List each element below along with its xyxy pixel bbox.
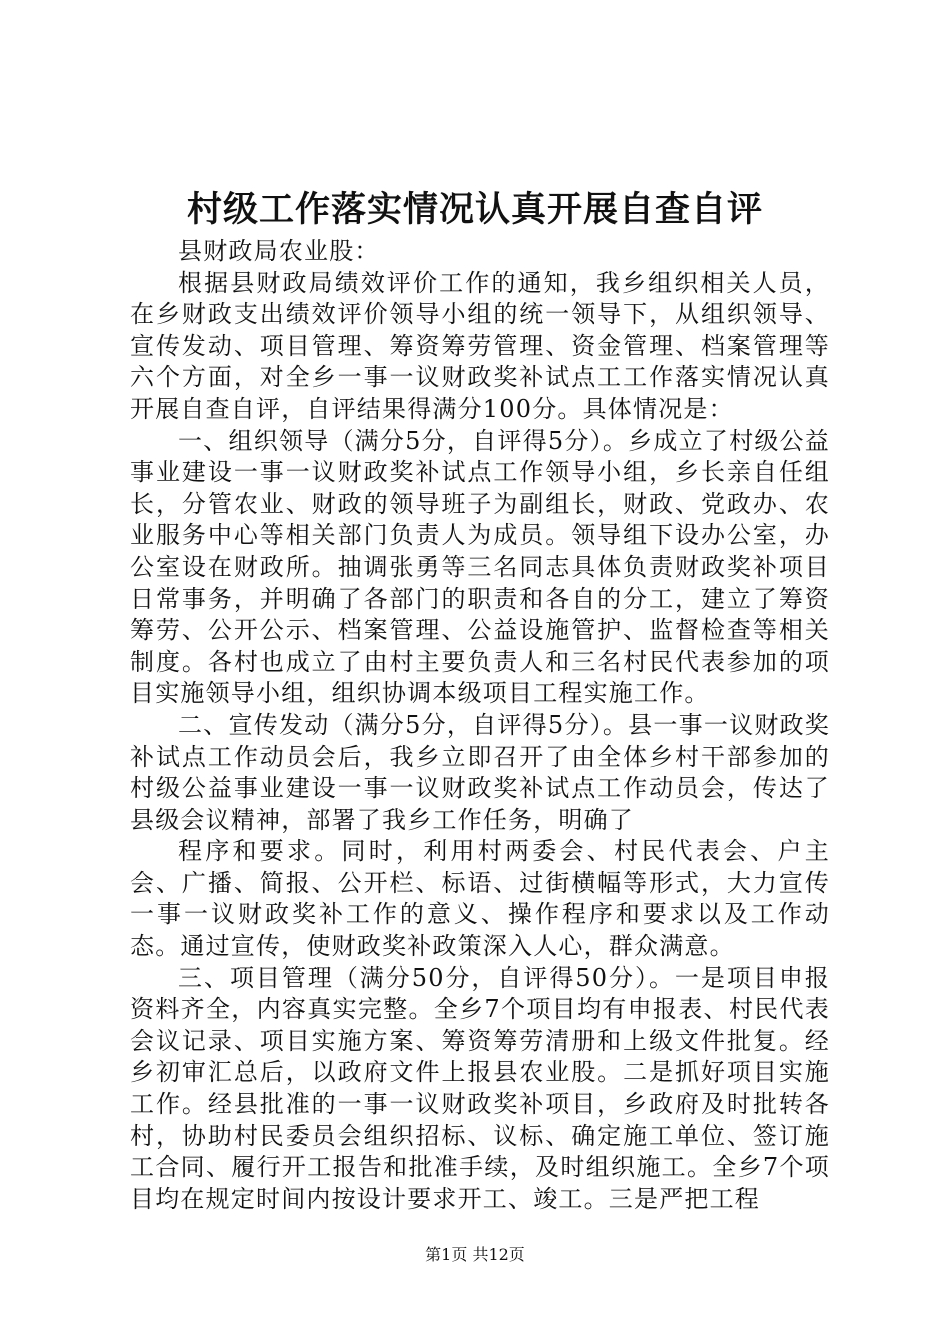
document-title: 村级工作落实情况认真开展自查自评 xyxy=(186,189,763,230)
page-number-footer: 第1页 共12页 xyxy=(425,1245,525,1264)
section-1-paragraph: 一、组织领导（满分5分，自评得5分）。乡成立了村级公益事业建设一事一议财政奖补试点工作领导小组，乡长亲自任组长，分管农业、财政的领导班子为副组长，财政、党政办、农业服务中心等相关部门负责人为成员。领导组下设办公室，办公室设在财政所。抽调张勇等三名同志具体负责财政奖补项目日常事务，并明确了各部门的职责和各自的分工，建立了筹资筹劳、公开公示、档案管理、公益设施管护、监督检查等相关制度。各村也成立了由村主要负责人和三名村民代表参加的项目实施领导小组，组织协调本级项目工程实施工作。 xyxy=(130,426,830,708)
intro-paragraph: 根据县财政局绩效评价工作的通知，我乡组织相关人员，在乡财政支出绩效评价领导小组的统一领导下，从组织领导、宣传发动、项目管理、筹资筹劳管理、资金管理、档案管理等六个方面，对全乡一事一议财政奖补试点工工作落实情况认真开展自查自评，自评结果得满分100分。具体情况是： xyxy=(130,268,830,423)
section-2-paragraph: 二、宣传发动（满分5分，自评得5分）。县一事一议财政奖补试点工作动员会后，我乡立即召开了由全体乡村干部参加的村级公益事业建设一事一议财政奖补试点工作动员会，传达了县级会议精神，部署了我乡工作任务，明确了 xyxy=(130,710,830,834)
salutation: 县财政局农业股： xyxy=(178,237,380,265)
document-body xyxy=(130,236,830,1215)
section-2-continued-paragraph: 程序和要求。同时，利用村两委会、村民代表会、户主会、广播、简报、公开栏、标语、过街横幅等形式，大力宣传一事一议财政奖补工作的意义、操作程序和要求以及工作动态。通过宣传，使财政奖补政策深入人心，群众满意。 xyxy=(130,837,830,961)
section-3-paragraph: 三、项目管理（满分50分，自评得50分）。一是项目申报资料齐全，内容真实完整。全乡7个项目均有申报表、村民代表会议记录、项目实施方案、筹资筹劳清册和上级文件批复。经乡初审汇总后，以政府文件上报县农业股。二是抓好项目实施工作。经县批准的一事一议财政奖补项目，乡政府及时批转各村，协助村民委员会组织招标、议标、确定施工单位、签订施工合同、履行开工报告和批准手续，及时组织施工。全乡7个项目均在规定时间内按设计要求开工、竣工。三是严把工程 xyxy=(130,963,830,1213)
